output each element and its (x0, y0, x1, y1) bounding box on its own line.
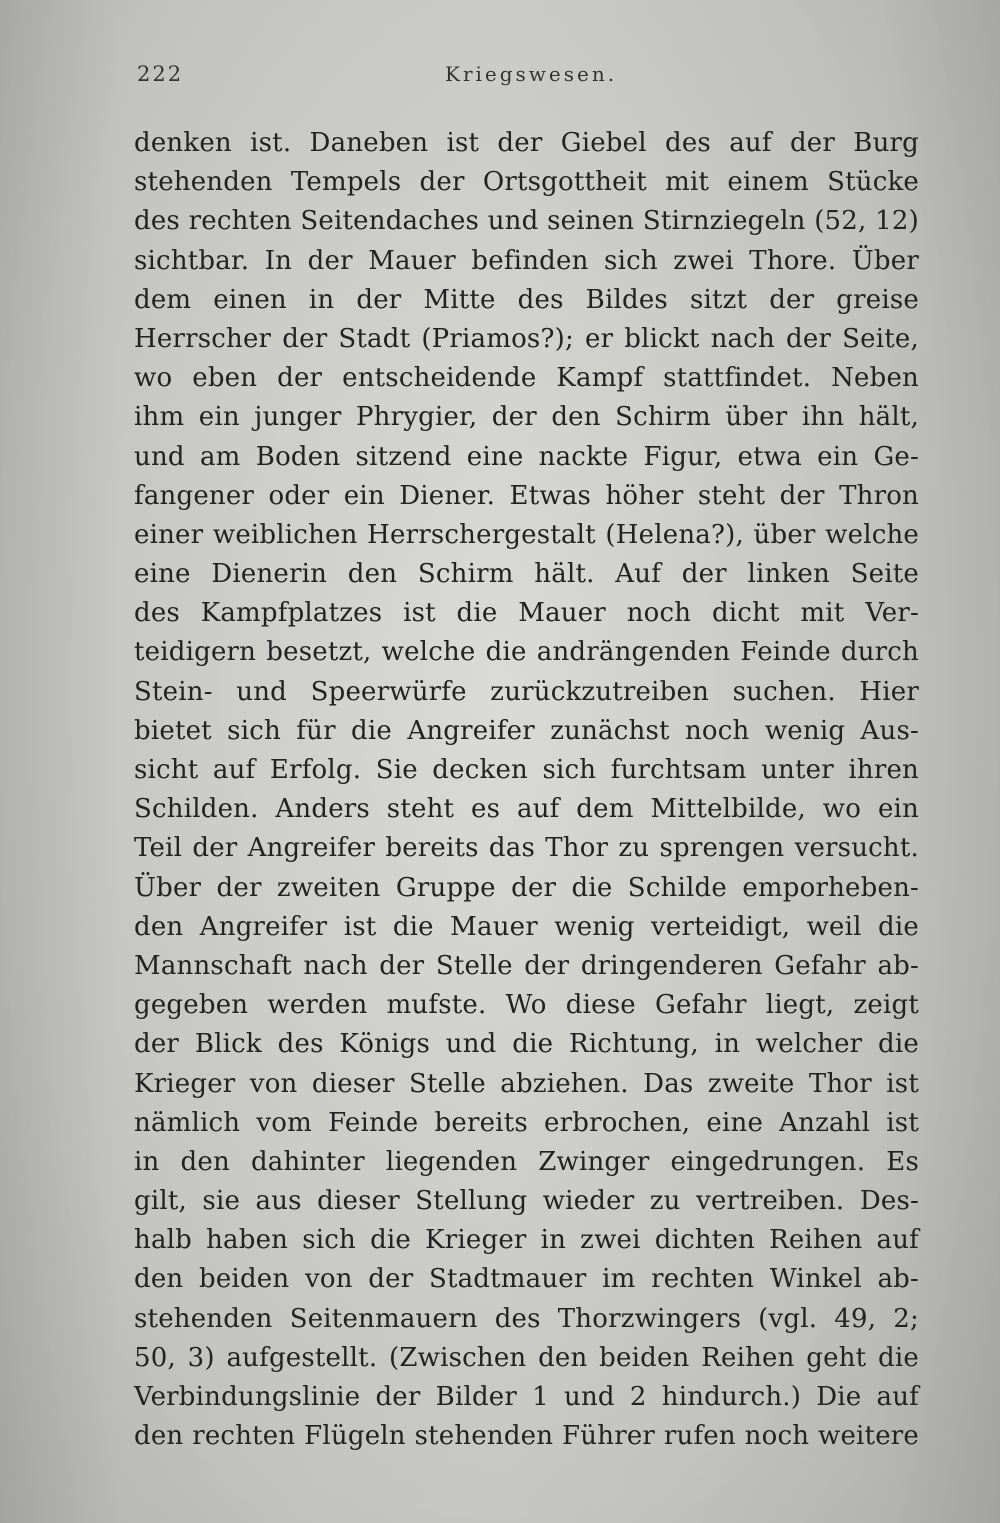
text-line: gegeben werden mufste. Wo diese Gefahr liegt, zeigt (134, 990, 919, 1021)
running-head (137, 62, 917, 94)
text-line: Über der zweiten Gruppe der die Schilde emporheben- (134, 872, 919, 903)
text-line: Schilden. Anders steht es auf dem Mittelbilde, wo ein (134, 794, 919, 825)
text-line: halb haben sich die Krieger in zwei dichten Reihen auf (134, 1225, 919, 1256)
text-line: fangener oder ein Diener. Etwas höher steht der Thron (134, 480, 919, 511)
text-line: denken ist. Daneben ist der Giebel des auf der Burg (134, 128, 919, 158)
text-line: ihm ein junger Phrygier, der den Schirm über ihn hält, (134, 402, 919, 433)
text-line: einer weiblichen Herrschergestalt (Helena?), über welche (134, 519, 919, 550)
text-line: dem einen in der Mitte des Bildes sitzt der greise (134, 284, 919, 315)
body-text (134, 124, 919, 1456)
text-line: der Blick des Königs und die Richtung, in welcher die (134, 1029, 919, 1060)
text-line: sichtbar. In der Mauer befinden sich zwei Thore. Über (134, 245, 919, 276)
running-title: Kriegswesen. (445, 62, 618, 86)
text-line: nämlich vom Feinde bereits erbrochen, eine Anzahl ist (134, 1107, 919, 1138)
text-line: Teil der Angreifer bereits das Thor zu sprengen versucht. (134, 833, 919, 864)
text-line: teidigern besetzt, welche die andrängenden Feinde durch (134, 637, 919, 668)
text-line: eine Dienerin den Schirm hält. Auf der linken Seite (134, 559, 919, 590)
text-line: Krieger von dieser Stelle abziehen. Das zweite Thor ist (134, 1068, 919, 1099)
text-line: gilt, sie aus dieser Stellung wieder zu vertreiben. Des- (134, 1186, 919, 1217)
text-line: Verbindungslinie der Bilder 1 und 2 hindurch.) Die auf (134, 1382, 919, 1412)
text-line: bietet sich für die Angreifer zunächst noch wenig Aus- (134, 715, 919, 746)
page-number: 222 (137, 62, 184, 86)
text-line: sicht auf Erfolg. Sie decken sich furchtsam unter ihren (134, 755, 919, 785)
text-line: 50, 3) aufgestellt. (Zwischen den beiden Reihen geht die (134, 1342, 919, 1373)
text-line: den rechten Flügeln stehenden Führer rufen noch weitere (134, 1421, 919, 1452)
text-line: des Kampfplatzes ist die Mauer noch dicht mit Ver- (134, 598, 919, 629)
text-line: den beiden von der Stadtmauer im rechten Winkel ab- (134, 1264, 919, 1295)
text-line: stehenden Tempels der Ortsgottheit mit einem Stücke (134, 167, 919, 198)
text-line: des rechten Seitendaches und seinen Stirnziegeln (52, 12) (134, 206, 919, 237)
text-line: wo eben der entscheidende Kampf stattfindet. Neben (134, 363, 919, 394)
text-line: Mannschaft nach der Stelle der dringenderen Gefahr ab- (134, 950, 919, 981)
text-line: und am Boden sitzend eine nackte Figur, etwa ein Ge- (134, 441, 919, 472)
text-line: Herrscher der Stadt (Priamos?); er blickt nach der Seite, (134, 323, 919, 354)
text-line: stehenden Seitenmauern des Thorzwingers (vgl. 49, 2; (134, 1303, 919, 1334)
text-line: Stein- und Speerwürfe zurückzutreiben suchen. Hier (134, 676, 919, 707)
text-line: den Angreifer ist die Mauer wenig verteidigt, weil die (134, 911, 919, 942)
text-line: in den dahinter liegenden Zwinger eingedrungen. Es (134, 1146, 919, 1177)
